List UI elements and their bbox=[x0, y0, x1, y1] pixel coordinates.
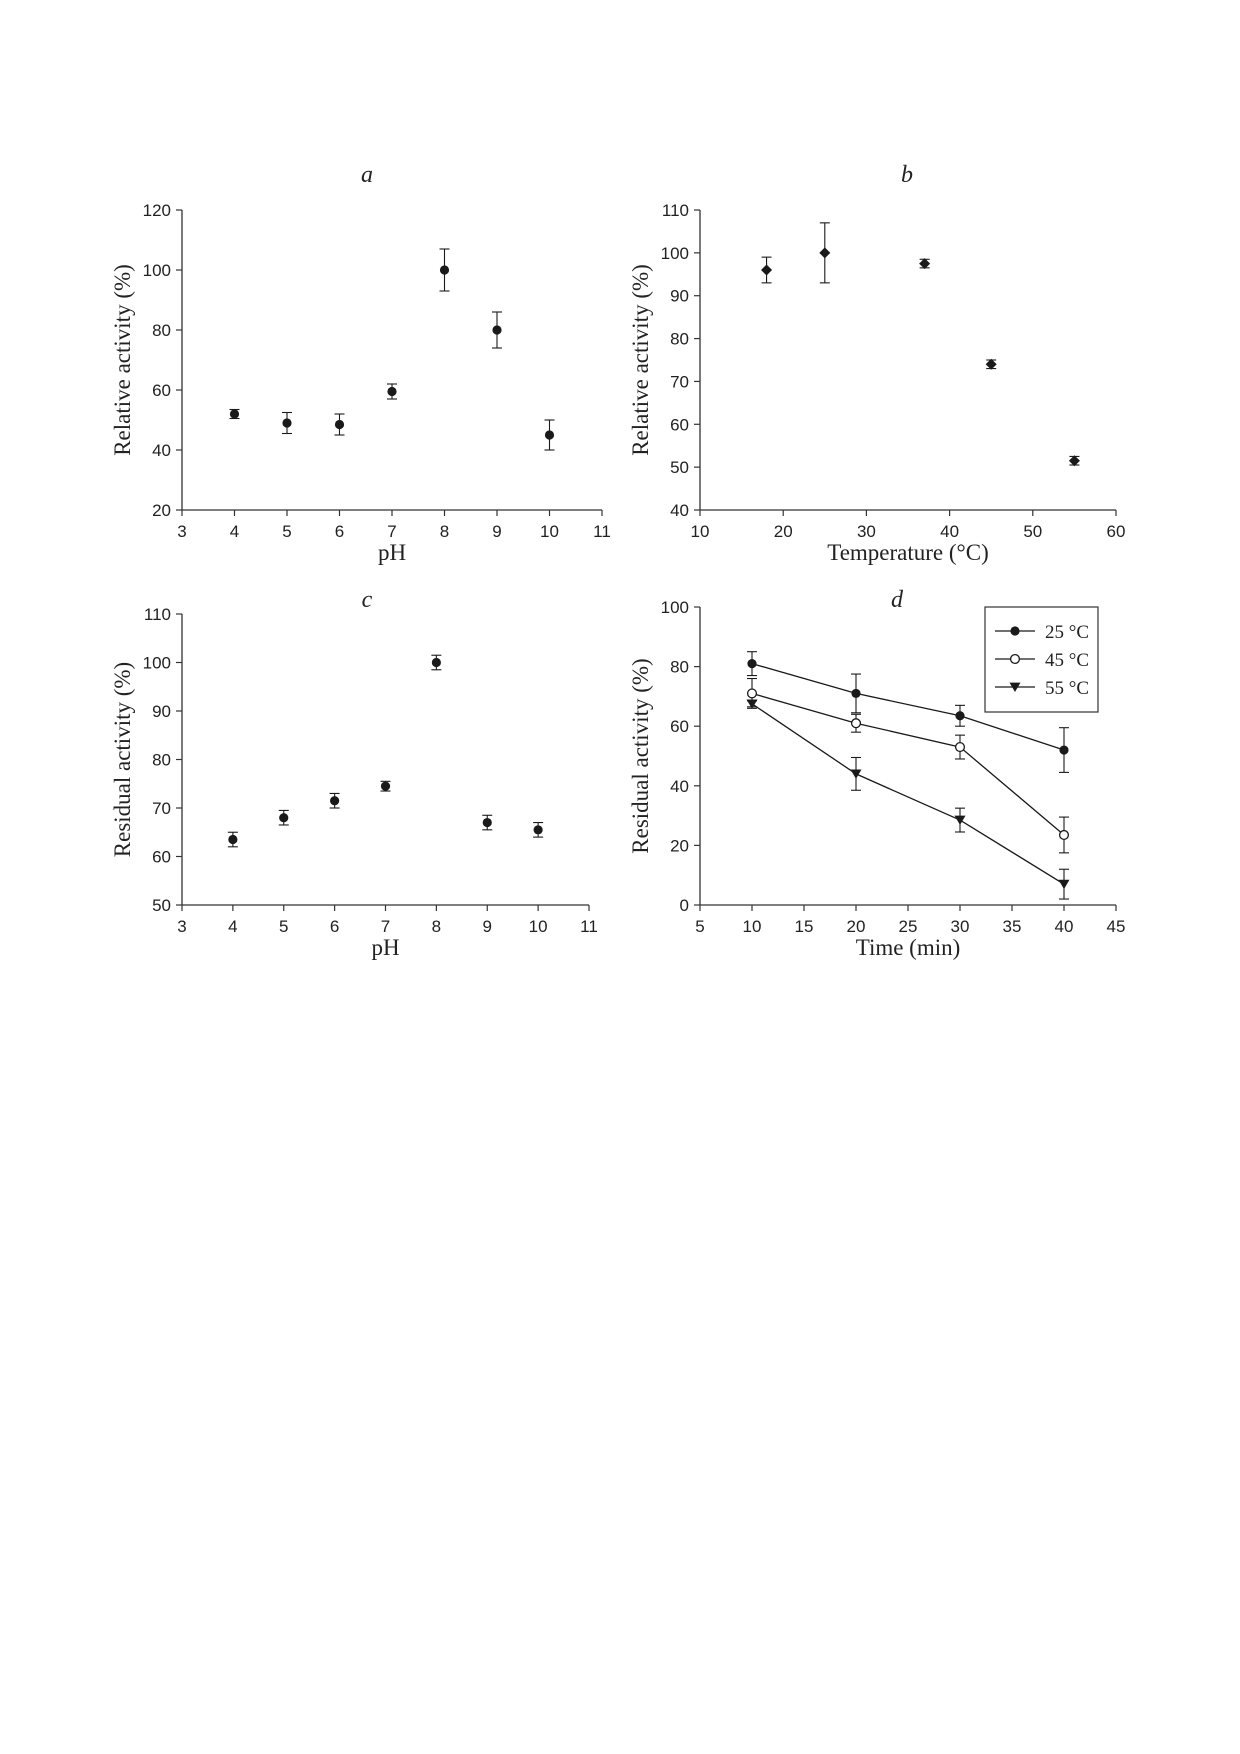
panel-c bbox=[110, 587, 598, 960]
data-point bbox=[335, 420, 344, 429]
y-tick-label: 90 bbox=[670, 286, 689, 306]
y-tick-label: 20 bbox=[670, 836, 689, 856]
y-tick-label: 100 bbox=[660, 598, 689, 617]
data-point bbox=[282, 418, 291, 427]
data-point bbox=[230, 409, 239, 418]
y-tick-label: 80 bbox=[152, 321, 171, 340]
data-point bbox=[819, 247, 830, 258]
y-tick-label: 50 bbox=[152, 896, 171, 915]
data-point bbox=[483, 818, 492, 827]
legend-marker bbox=[1010, 626, 1019, 635]
x-tick-label: 5 bbox=[279, 917, 289, 936]
series-1 bbox=[230, 249, 555, 450]
data-point bbox=[492, 325, 501, 334]
x-tick-label: 6 bbox=[329, 917, 340, 936]
x-axis-label: Temperature (°C) bbox=[827, 540, 989, 565]
panel-letter: d bbox=[891, 587, 903, 613]
data-point bbox=[381, 782, 390, 791]
y-axis-label: Residual activity (%) bbox=[110, 661, 135, 858]
data-point bbox=[1059, 745, 1068, 754]
legend-label: 25 °C bbox=[1045, 622, 1090, 643]
y-tick-label: 110 bbox=[143, 605, 171, 624]
y-tick-label: 60 bbox=[152, 847, 171, 867]
x-tick-label: 30 bbox=[856, 522, 876, 541]
y-axis-label: Relative activity (%) bbox=[628, 264, 653, 456]
x-tick-label: 8 bbox=[431, 917, 442, 936]
data-point bbox=[851, 689, 860, 698]
x-tick-label: 4 bbox=[228, 917, 238, 936]
x-tick-label: 20 bbox=[773, 522, 793, 541]
x-tick-label: 20 bbox=[846, 917, 866, 936]
data-point bbox=[956, 743, 965, 752]
panel-letter: a bbox=[361, 162, 373, 188]
data-point bbox=[747, 699, 758, 708]
x-tick-label: 3 bbox=[177, 522, 187, 541]
y-tick-label: 40 bbox=[670, 776, 689, 796]
x-tick-label: 10 bbox=[528, 917, 548, 936]
y-tick-label: 80 bbox=[152, 750, 171, 770]
x-tick-label: 9 bbox=[492, 522, 502, 541]
y-tick-label: 70 bbox=[152, 799, 171, 818]
y-tick-label: 110 bbox=[661, 201, 689, 220]
y-tick-label: 80 bbox=[670, 657, 689, 677]
data-point bbox=[852, 719, 861, 728]
x-tick-label: 45 bbox=[1106, 917, 1126, 936]
y-tick-label: 120 bbox=[142, 201, 171, 220]
series-1 bbox=[761, 223, 1080, 466]
y-tick-label: 60 bbox=[152, 381, 171, 400]
data-point bbox=[748, 689, 757, 698]
y-tick-label: 100 bbox=[142, 653, 171, 673]
legend-marker bbox=[1011, 655, 1020, 664]
data-point bbox=[1060, 831, 1069, 840]
data-point bbox=[330, 796, 339, 805]
panel-d bbox=[628, 587, 1125, 960]
data-point bbox=[534, 825, 543, 834]
x-tick-label: 10 bbox=[690, 522, 710, 541]
y-tick-label: 40 bbox=[670, 501, 689, 520]
y-tick-label: 50 bbox=[670, 458, 689, 478]
x-axis-label: pH bbox=[377, 540, 407, 565]
x-tick-label: 25 bbox=[898, 917, 918, 936]
data-point bbox=[432, 658, 441, 667]
y-tick-label: 100 bbox=[660, 243, 689, 263]
series-line bbox=[752, 693, 1064, 835]
y-tick-label: 80 bbox=[670, 329, 689, 349]
legend-label: 45 °C bbox=[1045, 650, 1090, 671]
x-axis-label: Time (min) bbox=[855, 935, 961, 960]
data-point bbox=[761, 265, 772, 276]
x-tick-label: 5 bbox=[695, 917, 705, 936]
x-tick-label: 6 bbox=[334, 522, 345, 541]
x-tick-label: 9 bbox=[482, 917, 492, 936]
y-tick-label: 40 bbox=[152, 441, 171, 460]
legend-label: 55 °C bbox=[1045, 678, 1090, 699]
data-point bbox=[545, 430, 554, 439]
series-1 bbox=[228, 655, 543, 847]
x-tick-label: 60 bbox=[1106, 522, 1126, 541]
y-tick-label: 90 bbox=[152, 702, 171, 721]
y-tick-label: 20 bbox=[152, 501, 171, 520]
x-tick-label: 15 bbox=[794, 917, 814, 936]
data-point bbox=[228, 835, 237, 844]
x-tick-label: 40 bbox=[1054, 917, 1074, 936]
x-tick-label: 7 bbox=[380, 917, 391, 936]
panel-a bbox=[110, 162, 611, 565]
x-tick-label: 50 bbox=[1023, 522, 1043, 541]
x-tick-label: 10 bbox=[540, 522, 559, 541]
panel-letter: c bbox=[361, 587, 373, 613]
x-tick-label: 7 bbox=[387, 522, 397, 541]
x-tick-label: 11 bbox=[580, 917, 598, 936]
y-tick-label: 100 bbox=[142, 261, 171, 280]
data-point bbox=[747, 659, 756, 668]
x-tick-label: 4 bbox=[229, 522, 240, 541]
data-point bbox=[279, 813, 288, 822]
data-point bbox=[851, 769, 862, 778]
x-tick-label: 3 bbox=[177, 917, 187, 936]
x-tick-label: 8 bbox=[439, 522, 450, 541]
x-tick-label: 30 bbox=[950, 917, 970, 936]
y-axis-label: Relative activity (%) bbox=[110, 264, 135, 456]
y-tick-label: 60 bbox=[670, 415, 689, 435]
panel-b bbox=[628, 162, 1125, 565]
x-tick-label: 10 bbox=[742, 917, 762, 936]
data-point bbox=[1059, 880, 1070, 889]
data-point bbox=[440, 265, 449, 274]
x-tick-label: 35 bbox=[1002, 917, 1022, 936]
x-tick-label: 5 bbox=[282, 522, 292, 541]
y-tick-label: 60 bbox=[670, 717, 689, 737]
y-tick-label: 70 bbox=[670, 372, 689, 392]
data-point bbox=[387, 387, 396, 396]
legend bbox=[985, 607, 1098, 712]
y-axis-label: Residual activity (%) bbox=[628, 658, 653, 854]
data-point bbox=[955, 816, 966, 825]
series-line bbox=[752, 704, 1064, 884]
data-point bbox=[955, 711, 964, 720]
y-tick-label: 0 bbox=[679, 896, 689, 915]
x-axis-label: pH bbox=[371, 935, 400, 960]
panel-letter: b bbox=[901, 162, 913, 188]
x-tick-label: 11 bbox=[593, 522, 611, 541]
x-tick-label: 40 bbox=[940, 522, 960, 541]
